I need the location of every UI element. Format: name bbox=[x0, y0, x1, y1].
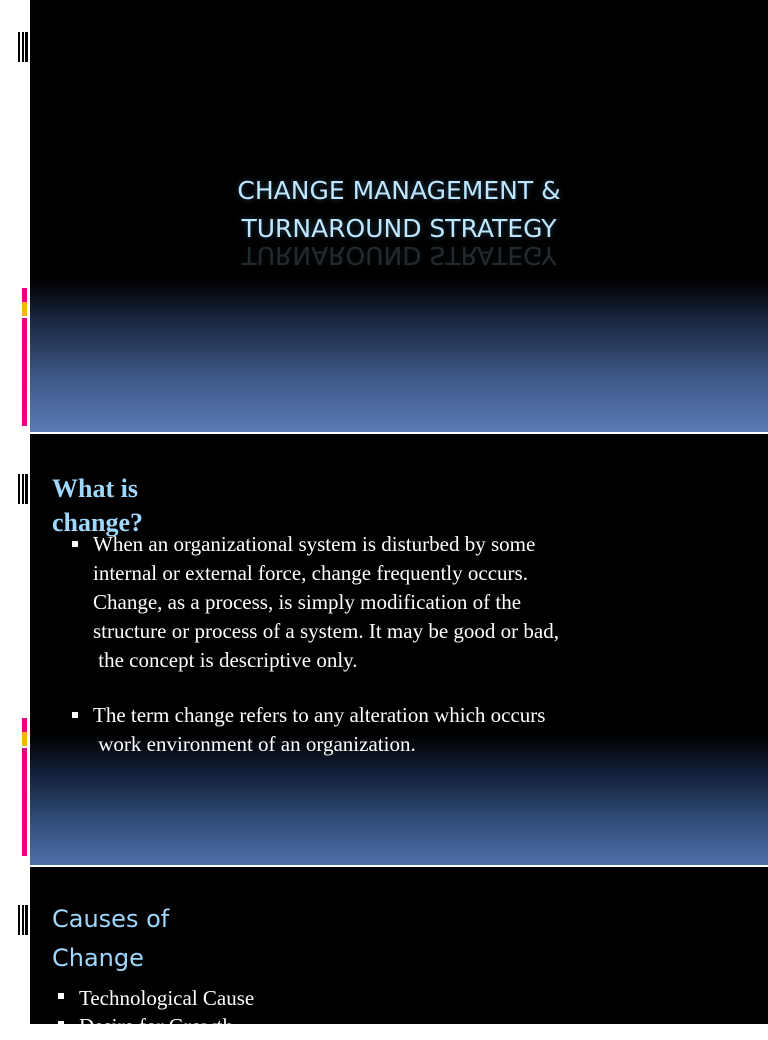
bullet-line: Change, as a process, is simply modification of the bbox=[93, 590, 522, 614]
bullet-line: When an organizational system is disturbed by some bbox=[93, 532, 536, 556]
slide-strip-1 bbox=[0, 0, 30, 432]
bullet-line: structure or process of a system. It may be good or bad, bbox=[93, 619, 559, 643]
accent-bar-gold bbox=[22, 302, 27, 316]
slide-strip-3 bbox=[0, 867, 30, 1024]
slide-marker-icon bbox=[18, 32, 28, 62]
bullet-text: Desire for Growth bbox=[79, 1014, 233, 1038]
slide-heading-causes bbox=[52, 900, 169, 978]
bullet-icon bbox=[58, 993, 64, 999]
heading-line-1: Causes of bbox=[52, 905, 170, 933]
accent-bar-pink bbox=[22, 318, 27, 426]
slide-title-heading bbox=[30, 172, 768, 270]
bullet-list bbox=[70, 530, 670, 759]
bullet-line: the concept is descriptive only. bbox=[93, 648, 358, 672]
title-reflection: TURNAROUND STRATEGY bbox=[241, 241, 557, 270]
bullet-line: The term change refers to any alteration which occurs bbox=[93, 703, 546, 727]
bullet-list bbox=[56, 984, 254, 1040]
heading-line-1: What is bbox=[52, 474, 138, 503]
bullet-line: work environment of an organization. bbox=[93, 732, 416, 756]
accent-bar-pink bbox=[22, 748, 27, 856]
accent-bar-pink bbox=[22, 718, 27, 732]
slide-marker-icon bbox=[18, 905, 28, 935]
heading-line-2: Change bbox=[52, 944, 144, 972]
bullet-icon bbox=[58, 1021, 64, 1027]
list-item bbox=[56, 984, 254, 1012]
list-item bbox=[70, 701, 670, 759]
slide-strip-2 bbox=[0, 434, 30, 865]
title-line-2: TURNAROUND STRATEGY bbox=[241, 214, 557, 243]
bullet-line: internal or external force, change frequently occurs. bbox=[93, 561, 528, 585]
heading-line-2: change? bbox=[52, 508, 143, 537]
bullet-icon bbox=[72, 712, 78, 718]
bullet-icon bbox=[72, 541, 78, 547]
slide-title bbox=[30, 0, 768, 432]
bullet-text: Technological Cause bbox=[79, 986, 255, 1010]
accent-bar-pink bbox=[22, 288, 27, 302]
title-line-1: CHANGE MANAGEMENT & bbox=[237, 176, 561, 205]
list-item bbox=[56, 1012, 254, 1040]
slide-marker-icon bbox=[18, 474, 28, 504]
accent-bar-gold bbox=[22, 732, 27, 746]
list-item bbox=[70, 530, 670, 675]
